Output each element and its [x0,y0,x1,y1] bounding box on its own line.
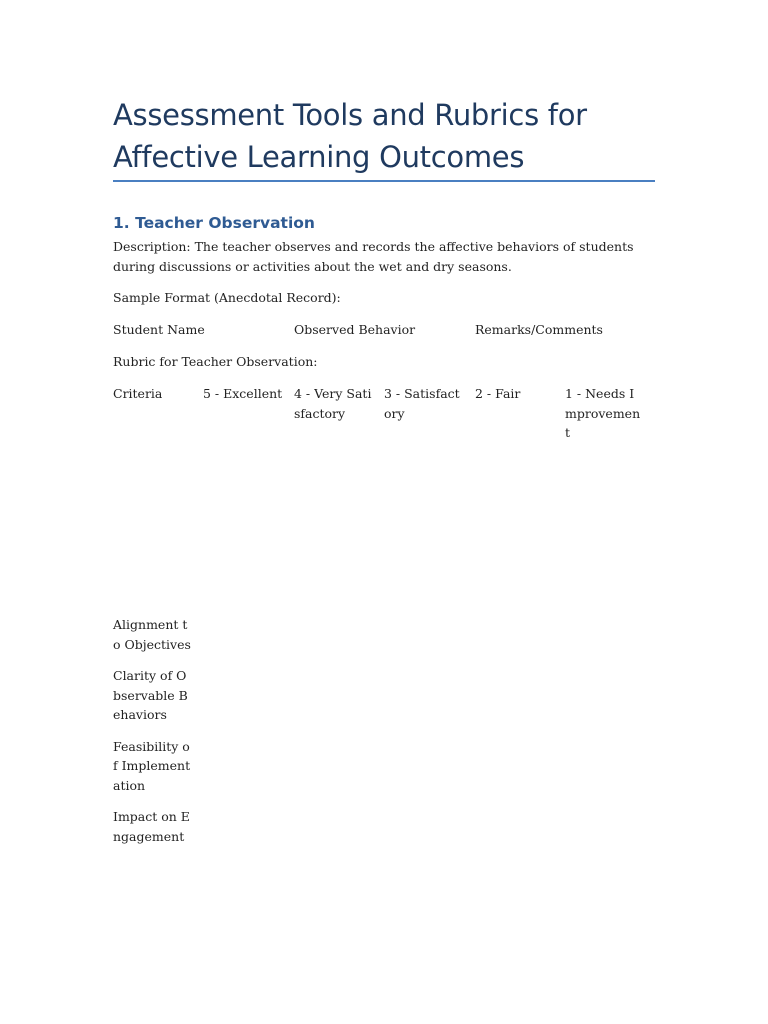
criteria-item: Alignment to Objectives [113,617,191,652]
rubric-label: Rubric for Teacher Observation: [113,354,318,369]
rubric-column-criteria: Criteria [113,386,163,401]
document-title: Assessment Tools and Rubrics for Affective Learning Outcomes [113,98,587,174]
section-heading: 1. Teacher Observation [113,214,315,232]
anecdotal-record-header-row [113,320,655,340]
rubric-column-satisfactory: 3 - Satisfactory [384,386,460,421]
section-description: Description: The teacher observes and records the affective behaviors of students during discussions or activities about the wet and dry seasons. [113,239,634,274]
rubric-column-very-satisfactory: 4 - Very Satisfactory [294,386,372,421]
sample-format-label: Sample Format (Anecdotal Record): [113,290,341,305]
criteria-item: Impact on Engagement [113,809,190,844]
criteria-item: Clarity of Observable Behaviors [113,668,188,722]
anecdotal-column-remarks: Remarks/Comments [475,322,603,337]
anecdotal-column-observed-behavior: Observed Behavior [294,322,416,337]
rubric-column-fair: 2 - Fair [475,386,521,401]
rubric-column-needs-improvement: 1 - Needs Improvement [565,386,641,440]
anecdotal-column-student-name: Student Name [113,322,205,337]
criteria-item: Feasibility of Implementation [113,738,191,793]
rubric-column-excellent: 5 - Excellent [203,386,283,401]
rubric-criteria-list [113,615,193,858]
title-underline-rule [113,180,655,182]
